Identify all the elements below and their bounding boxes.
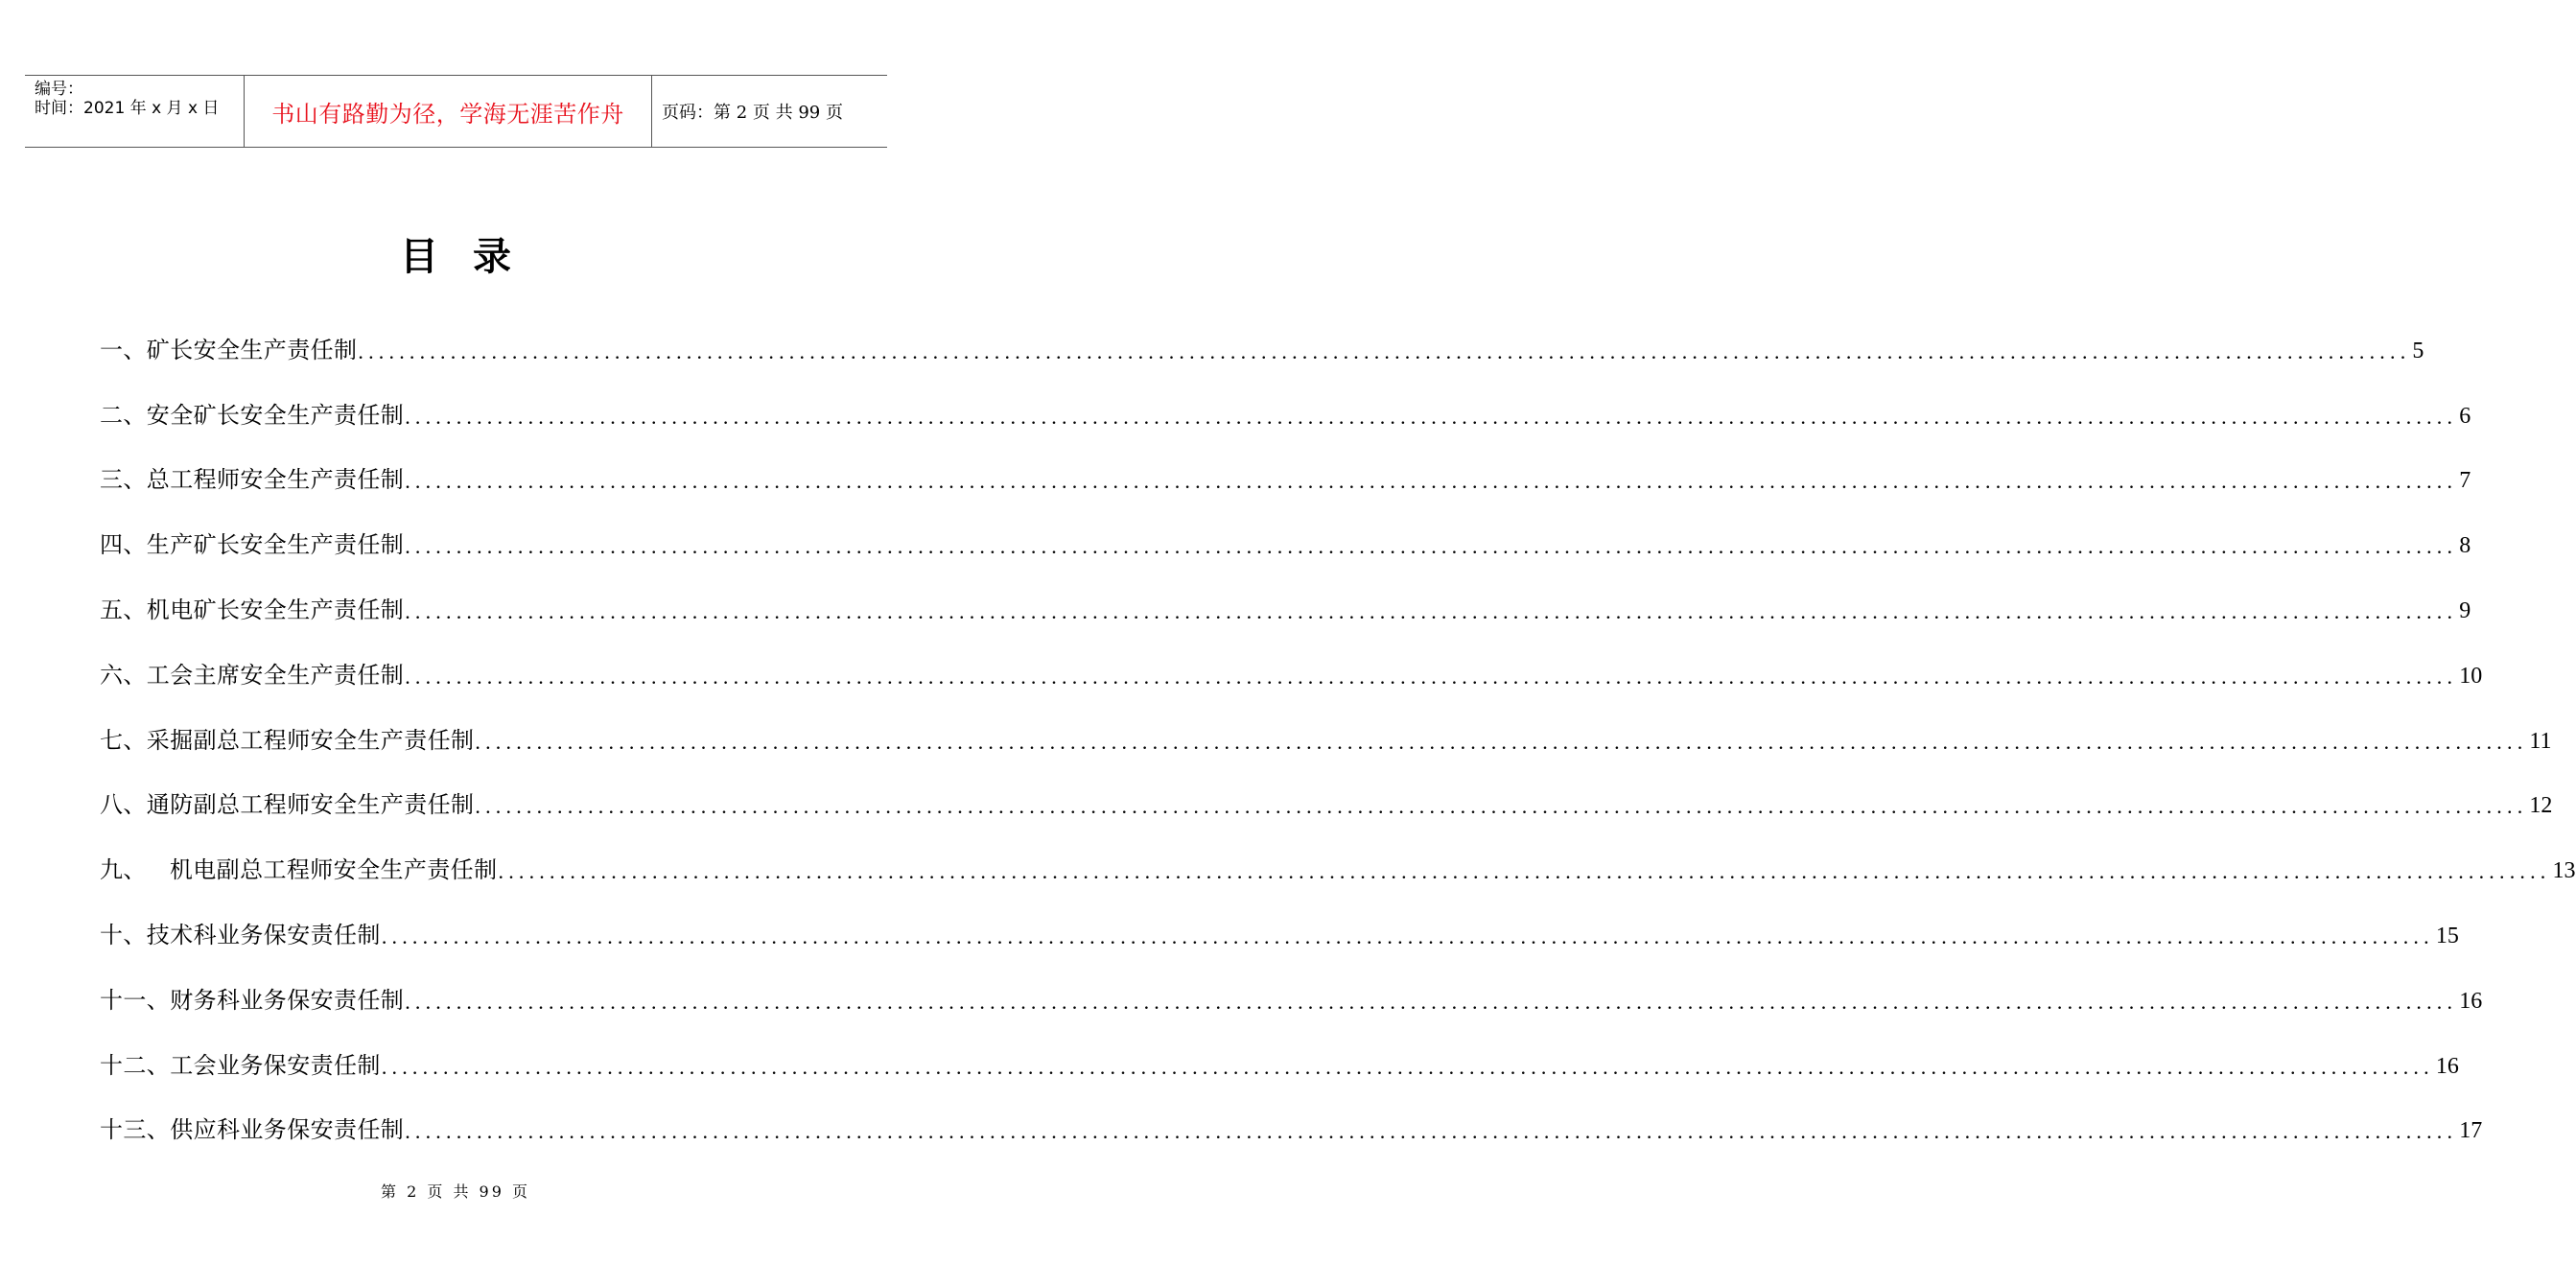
- document-number-label: 编号：: [35, 80, 83, 99]
- toc-entry-page: 7: [2459, 468, 2471, 494]
- toc-entry-page: 13: [2552, 858, 2576, 884]
- toc-dot-leader: ........................................................................................................................................................................................................: [498, 859, 2551, 884]
- toc-dot-leader: ........................................................................................................................................................................................................: [405, 404, 2458, 429]
- toc-entry-label: 八、通防副总工程师安全生产责任制: [100, 791, 475, 819]
- toc-entry-page: 16: [2435, 1053, 2459, 1079]
- page-title: 目录: [400, 235, 546, 279]
- toc-entry[interactable]: [100, 755, 2553, 820]
- toc-entry[interactable]: [100, 624, 2483, 690]
- document-time-label: 时间：2021 年 x 月 x 日: [35, 99, 220, 118]
- toc-dot-leader: ........................................................................................................................................................................................................: [405, 1119, 2458, 1144]
- toc-entry-page: 10: [2459, 663, 2483, 689]
- toc-entry-label: 五、机电矿长安全生产责任制: [100, 596, 405, 623]
- toc-entry[interactable]: [100, 949, 2483, 1015]
- toc-entry-page: 9: [2459, 597, 2471, 623]
- header-meta: [25, 76, 244, 147]
- toc-entry-label: 四、生产矿长安全生产责任制: [100, 531, 405, 559]
- toc-entry[interactable]: [100, 430, 2471, 495]
- toc-dot-leader: ........................................................................................................................................................................................................: [405, 598, 2458, 623]
- toc-entry[interactable]: [100, 364, 2471, 430]
- toc-entry[interactable]: [100, 884, 2459, 949]
- toc-dot-leader: ........................................................................................................................................................................................................: [358, 339, 2411, 363]
- header-page-cell: [652, 76, 887, 147]
- toc-dot-leader: ........................................................................................................................................................................................................: [405, 989, 2458, 1014]
- toc-dot-leader: ........................................................................................................................................................................................................: [405, 664, 2458, 689]
- toc-entry-page: 17: [2459, 1118, 2483, 1144]
- header-motto-cell: [244, 76, 652, 147]
- toc-entry-label: 二、安全矿长安全生产责任制: [100, 401, 405, 429]
- toc-entry[interactable]: [100, 494, 2471, 559]
- toc-entry[interactable]: [100, 559, 2471, 624]
- toc-dot-leader: ........................................................................................................................................................................................................: [381, 924, 2434, 948]
- toc-dot-leader: ........................................................................................................................................................................................................: [405, 534, 2458, 559]
- toc-entry-label: 三、总工程师安全生产责任制: [100, 466, 405, 494]
- document-header: [25, 75, 887, 148]
- toc-entry-page: 12: [2529, 793, 2553, 819]
- toc-entry-page: 6: [2459, 403, 2471, 429]
- toc-entry-label: 十一、财务科业务保安责任制: [100, 986, 405, 1014]
- toc-dot-leader: ........................................................................................................................................................................................................: [381, 1054, 2434, 1079]
- header-page-info: 页码：第 2 页 共 99 页: [662, 103, 843, 123]
- toc-entry-page: 8: [2459, 533, 2471, 559]
- toc-dot-leader: ........................................................................................................................................................................................................: [475, 729, 2528, 754]
- toc-entry[interactable]: [100, 1015, 2459, 1080]
- toc-entry-label: 十、技术科业务保安责任制: [100, 921, 381, 948]
- toc-entry[interactable]: [100, 299, 2424, 364]
- toc-dot-leader: ........................................................................................................................................................................................................: [405, 469, 2458, 494]
- toc-entry-page: 15: [2435, 923, 2459, 948]
- toc-dot-leader: ........................................................................................................................................................................................................: [475, 794, 2528, 819]
- toc-entry-label: 十三、供应科业务保安责任制: [100, 1116, 405, 1144]
- toc-entry-label: 六、工会主席安全生产责任制: [100, 661, 405, 689]
- toc-entry-label: 七、采掘副总工程师安全生产责任制: [100, 726, 475, 754]
- toc-entry[interactable]: [100, 690, 2552, 755]
- toc-entry-page: 16: [2459, 988, 2483, 1014]
- toc-entry-page: 11: [2529, 728, 2552, 754]
- toc-entry-label: 一、矿长安全生产责任制: [100, 336, 358, 363]
- header-motto: 书山有路勤为径，学海无涯苦作舟: [271, 100, 624, 128]
- toc-entry-page: 5: [2412, 338, 2424, 363]
- toc-entry[interactable]: [100, 819, 2576, 884]
- page-footer: 第 2 页 共 99 页: [381, 1182, 530, 1201]
- toc-entry-label: 十二、工会业务保安责任制: [100, 1051, 381, 1079]
- toc-entry[interactable]: [100, 1080, 2483, 1145]
- toc-entry-label: 九、 机电副总工程师安全生产责任制: [100, 856, 498, 884]
- table-of-contents: [100, 299, 2576, 1144]
